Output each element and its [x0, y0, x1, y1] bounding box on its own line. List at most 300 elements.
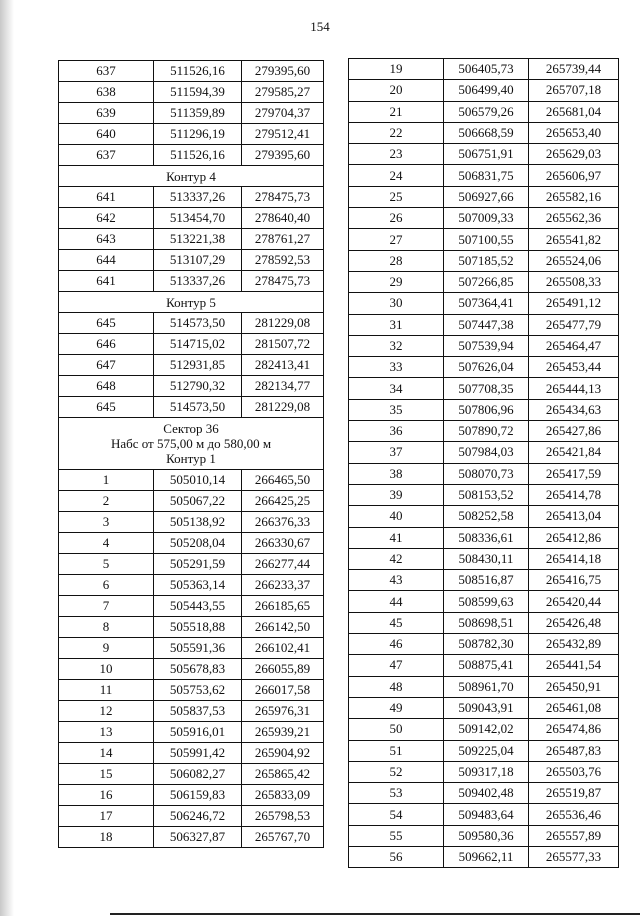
y-coordinate-cell: 265577,33: [529, 846, 619, 867]
point-number-cell: 24: [349, 165, 444, 186]
point-number-cell: 45: [349, 612, 444, 633]
coordinates-table-left: [58, 60, 324, 848]
scan-bottom-line: [110, 913, 640, 915]
table-row: [349, 591, 619, 612]
y-coordinate-cell: 265767,70: [242, 827, 324, 848]
point-number-cell: 38: [349, 463, 444, 484]
x-coordinate-cell: 505067,22: [154, 491, 242, 512]
contour-5-label: [59, 292, 324, 313]
y-coordinate-cell: 279512,41: [242, 124, 324, 145]
x-coordinate-cell: 511359,89: [154, 103, 242, 124]
point-number-cell: 41: [349, 527, 444, 548]
point-number-cell: 637: [59, 61, 154, 82]
table-row: [349, 655, 619, 676]
x-coordinate-cell: 509662,11: [444, 846, 529, 867]
y-coordinate-cell: 265434,63: [529, 399, 619, 420]
x-coordinate-cell: 507185,52: [444, 250, 529, 271]
y-coordinate-cell: 279704,37: [242, 103, 324, 124]
y-coordinate-cell: 282134,77: [242, 376, 324, 397]
x-coordinate-cell: 508153,52: [444, 484, 529, 505]
table-row: [59, 271, 324, 292]
table-row: [349, 740, 619, 761]
x-coordinate-cell: 508599,63: [444, 591, 529, 612]
table-row: [59, 533, 324, 554]
y-coordinate-cell: 278592,53: [242, 250, 324, 271]
y-coordinate-cell: 266376,33: [242, 512, 324, 533]
x-coordinate-cell: 506927,66: [444, 186, 529, 207]
point-number-cell: 8: [59, 617, 154, 638]
y-coordinate-cell: 265536,46: [529, 804, 619, 825]
table-row: [349, 314, 619, 335]
table-row: [349, 59, 619, 80]
table-row: [349, 293, 619, 314]
point-number-cell: 43: [349, 570, 444, 591]
point-number-cell: 26: [349, 208, 444, 229]
y-coordinate-cell: 265976,31: [242, 701, 324, 722]
y-coordinate-cell: 282413,41: [242, 355, 324, 376]
x-coordinate-cell: 505443,55: [154, 596, 242, 617]
x-coordinate-cell: 507364,41: [444, 293, 529, 314]
y-coordinate-cell: 281229,08: [242, 397, 324, 418]
x-coordinate-cell: 508698,51: [444, 612, 529, 633]
table-row: [59, 617, 324, 638]
table-row: [349, 208, 619, 229]
x-coordinate-cell: 506579,26: [444, 101, 529, 122]
point-number-cell: 3: [59, 512, 154, 533]
point-number-cell: 5: [59, 554, 154, 575]
table-row: [59, 229, 324, 250]
y-coordinate-cell: 265461,08: [529, 697, 619, 718]
y-coordinate-cell: 265606,97: [529, 165, 619, 186]
point-number-cell: 35: [349, 399, 444, 420]
y-coordinate-cell: 265420,44: [529, 591, 619, 612]
y-coordinate-cell: 279395,60: [242, 145, 324, 166]
y-coordinate-cell: 265582,16: [529, 186, 619, 207]
table-row: [59, 722, 324, 743]
y-coordinate-cell: 265503,76: [529, 761, 619, 782]
point-number-cell: 646: [59, 334, 154, 355]
point-number-cell: 50: [349, 719, 444, 740]
y-coordinate-cell: 265412,86: [529, 527, 619, 548]
table-row: [349, 846, 619, 867]
table-row: [59, 145, 324, 166]
sector-36-heading-line: Контур 1: [166, 451, 216, 466]
y-coordinate-cell: 266277,44: [242, 554, 324, 575]
table-row: [349, 442, 619, 463]
y-coordinate-cell: 265508,33: [529, 271, 619, 292]
x-coordinate-cell: 506831,75: [444, 165, 529, 186]
x-coordinate-cell: 513337,26: [154, 187, 242, 208]
y-coordinate-cell: 266465,50: [242, 470, 324, 491]
table-row: [59, 376, 324, 397]
table-row: [349, 506, 619, 527]
point-number-cell: 28: [349, 250, 444, 271]
x-coordinate-cell: 505837,53: [154, 701, 242, 722]
point-number-cell: 644: [59, 250, 154, 271]
point-number-cell: 17: [59, 806, 154, 827]
y-coordinate-cell: 265477,79: [529, 314, 619, 335]
x-coordinate-cell: 509402,48: [444, 783, 529, 804]
x-coordinate-cell: 508875,41: [444, 655, 529, 676]
y-coordinate-cell: 266330,67: [242, 533, 324, 554]
point-number-cell: 647: [59, 355, 154, 376]
table-row: [349, 229, 619, 250]
table-row: [59, 82, 324, 103]
y-coordinate-cell: 266142,50: [242, 617, 324, 638]
x-coordinate-cell: 505291,59: [154, 554, 242, 575]
table-row: [349, 463, 619, 484]
coordinates-table-right: [348, 58, 619, 868]
point-number-cell: 14: [59, 743, 154, 764]
point-number-cell: 55: [349, 825, 444, 846]
x-coordinate-cell: 511296,19: [154, 124, 242, 145]
x-coordinate-cell: 505010,14: [154, 470, 242, 491]
table-row: [349, 271, 619, 292]
y-coordinate-cell: 265707,18: [529, 80, 619, 101]
table-row: [349, 548, 619, 569]
x-coordinate-cell: 508961,70: [444, 676, 529, 697]
x-coordinate-cell: 508430,11: [444, 548, 529, 569]
table-row: [59, 250, 324, 271]
table-row: [349, 612, 619, 633]
point-number-cell: 44: [349, 591, 444, 612]
y-coordinate-cell: 266055,89: [242, 659, 324, 680]
table-row: [59, 397, 324, 418]
x-coordinate-cell: 513221,38: [154, 229, 242, 250]
point-number-cell: 31: [349, 314, 444, 335]
table-row: [349, 697, 619, 718]
point-number-cell: 23: [349, 144, 444, 165]
table-row: [59, 764, 324, 785]
table-row: [59, 554, 324, 575]
y-coordinate-cell: 278475,73: [242, 187, 324, 208]
x-coordinate-cell: 505991,42: [154, 743, 242, 764]
table-row: [349, 719, 619, 740]
x-coordinate-cell: 509483,64: [444, 804, 529, 825]
x-coordinate-cell: 508252,58: [444, 506, 529, 527]
x-coordinate-cell: 508336,61: [444, 527, 529, 548]
table-row: [59, 512, 324, 533]
y-coordinate-cell: 278761,27: [242, 229, 324, 250]
table-row: [59, 743, 324, 764]
contour-5-label-line: Контур 5: [166, 294, 216, 310]
point-number-cell: 21: [349, 101, 444, 122]
point-number-cell: 47: [349, 655, 444, 676]
point-number-cell: 642: [59, 208, 154, 229]
y-coordinate-cell: 281507,72: [242, 334, 324, 355]
x-coordinate-cell: 506246,72: [154, 806, 242, 827]
x-coordinate-cell: 505208,04: [154, 533, 242, 554]
y-coordinate-cell: 266425,25: [242, 491, 324, 512]
table-row: [349, 484, 619, 505]
table-row: [59, 575, 324, 596]
table-row: [349, 250, 619, 271]
scan-edge-shadow: [0, 0, 14, 916]
page-number: 154: [310, 19, 330, 34]
y-coordinate-cell: 265417,59: [529, 463, 619, 484]
x-coordinate-cell: 507009,33: [444, 208, 529, 229]
point-number-cell: 49: [349, 697, 444, 718]
x-coordinate-cell: 508070,73: [444, 463, 529, 484]
point-number-cell: 18: [59, 827, 154, 848]
y-coordinate-cell: 281229,08: [242, 313, 324, 334]
y-coordinate-cell: 266102,41: [242, 638, 324, 659]
y-coordinate-cell: 265414,18: [529, 548, 619, 569]
point-number-cell: 36: [349, 421, 444, 442]
y-coordinate-cell: 265432,89: [529, 634, 619, 655]
table-row: [349, 165, 619, 186]
point-number-cell: 641: [59, 271, 154, 292]
x-coordinate-cell: 506327,87: [154, 827, 242, 848]
y-coordinate-cell: 278640,40: [242, 208, 324, 229]
point-number-cell: 30: [349, 293, 444, 314]
x-coordinate-cell: 506668,59: [444, 122, 529, 143]
x-coordinate-cell: 507100,55: [444, 229, 529, 250]
y-coordinate-cell: 265414,78: [529, 484, 619, 505]
point-number-cell: 638: [59, 82, 154, 103]
y-coordinate-cell: 266017,58: [242, 680, 324, 701]
table-row: [349, 634, 619, 655]
point-number-cell: 19: [349, 59, 444, 80]
x-coordinate-cell: 514573,50: [154, 397, 242, 418]
point-number-cell: 637: [59, 145, 154, 166]
table-row: [349, 101, 619, 122]
y-coordinate-cell: 279585,27: [242, 82, 324, 103]
point-number-cell: 4: [59, 533, 154, 554]
x-coordinate-cell: 505591,36: [154, 638, 242, 659]
point-number-cell: 25: [349, 186, 444, 207]
point-number-cell: 34: [349, 378, 444, 399]
point-number-cell: 11: [59, 680, 154, 701]
x-coordinate-cell: 507984,03: [444, 442, 529, 463]
point-number-cell: 6: [59, 575, 154, 596]
y-coordinate-cell: 265865,42: [242, 764, 324, 785]
table-row: [59, 638, 324, 659]
point-number-cell: 2: [59, 491, 154, 512]
point-number-cell: 16: [59, 785, 154, 806]
point-number-cell: 15: [59, 764, 154, 785]
point-number-cell: 640: [59, 124, 154, 145]
point-number-cell: 42: [349, 548, 444, 569]
x-coordinate-cell: 508516,87: [444, 570, 529, 591]
table-row: [59, 334, 324, 355]
x-coordinate-cell: 512931,85: [154, 355, 242, 376]
point-number-cell: 40: [349, 506, 444, 527]
table-row: [59, 313, 324, 334]
x-coordinate-cell: 509317,18: [444, 761, 529, 782]
table-row: [349, 676, 619, 697]
table-row: [349, 570, 619, 591]
contour-4-label-row: [59, 166, 324, 187]
point-number-cell: 1: [59, 470, 154, 491]
x-coordinate-cell: 507806,96: [444, 399, 529, 420]
x-coordinate-cell: 507626,04: [444, 357, 529, 378]
x-coordinate-cell: 512790,32: [154, 376, 242, 397]
y-coordinate-cell: 265681,04: [529, 101, 619, 122]
y-coordinate-cell: 278475,73: [242, 271, 324, 292]
table-row: [349, 144, 619, 165]
y-coordinate-cell: 265739,44: [529, 59, 619, 80]
table-row: [59, 680, 324, 701]
y-coordinate-cell: 265629,03: [529, 144, 619, 165]
point-number-cell: 32: [349, 335, 444, 356]
point-number-cell: 12: [59, 701, 154, 722]
point-number-cell: 20: [349, 80, 444, 101]
x-coordinate-cell: 511526,16: [154, 61, 242, 82]
y-coordinate-cell: 265450,91: [529, 676, 619, 697]
table-row: [59, 124, 324, 145]
y-coordinate-cell: 265416,75: [529, 570, 619, 591]
table-row: [59, 61, 324, 82]
table-row: [59, 187, 324, 208]
y-coordinate-cell: 265421,84: [529, 442, 619, 463]
table-row: [349, 335, 619, 356]
point-number-cell: 13: [59, 722, 154, 743]
table-row: [59, 785, 324, 806]
table-row: [349, 804, 619, 825]
y-coordinate-cell: 265413,04: [529, 506, 619, 527]
y-coordinate-cell: 265464,47: [529, 335, 619, 356]
point-number-cell: 39: [349, 484, 444, 505]
x-coordinate-cell: 505916,01: [154, 722, 242, 743]
table-row: [59, 659, 324, 680]
y-coordinate-cell: 265427,86: [529, 421, 619, 442]
y-coordinate-cell: 265562,36: [529, 208, 619, 229]
point-number-cell: 51: [349, 740, 444, 761]
point-number-cell: 53: [349, 783, 444, 804]
table-row: [59, 470, 324, 491]
table-row: [59, 208, 324, 229]
contour-4-label: [59, 166, 324, 187]
x-coordinate-cell: 513337,26: [154, 271, 242, 292]
x-coordinate-cell: 506499,40: [444, 80, 529, 101]
table-row: [349, 783, 619, 804]
x-coordinate-cell: 507890,72: [444, 421, 529, 442]
x-coordinate-cell: 507266,85: [444, 271, 529, 292]
table-row: [59, 491, 324, 512]
y-coordinate-cell: 265519,87: [529, 783, 619, 804]
point-number-cell: 645: [59, 397, 154, 418]
point-number-cell: 56: [349, 846, 444, 867]
x-coordinate-cell: 506751,91: [444, 144, 529, 165]
point-number-cell: 641: [59, 187, 154, 208]
y-coordinate-cell: 265557,89: [529, 825, 619, 846]
point-number-cell: 639: [59, 103, 154, 124]
y-coordinate-cell: 265904,92: [242, 743, 324, 764]
point-number-cell: 54: [349, 804, 444, 825]
x-coordinate-cell: 509225,04: [444, 740, 529, 761]
x-coordinate-cell: 505138,92: [154, 512, 242, 533]
table-row: [59, 827, 324, 848]
table-row: [349, 825, 619, 846]
x-coordinate-cell: 505678,83: [154, 659, 242, 680]
point-number-cell: 33: [349, 357, 444, 378]
table-row: [349, 357, 619, 378]
table-row: [349, 399, 619, 420]
point-number-cell: 9: [59, 638, 154, 659]
y-coordinate-cell: 279395,60: [242, 61, 324, 82]
y-coordinate-cell: 265441,54: [529, 655, 619, 676]
table-row: [59, 806, 324, 827]
x-coordinate-cell: 507708,35: [444, 378, 529, 399]
table-row: [349, 378, 619, 399]
y-coordinate-cell: 265653,40: [529, 122, 619, 143]
table-row: [349, 761, 619, 782]
table-row: [349, 421, 619, 442]
table-row: [59, 596, 324, 617]
point-number-cell: 645: [59, 313, 154, 334]
y-coordinate-cell: 265487,83: [529, 740, 619, 761]
point-number-cell: 48: [349, 676, 444, 697]
point-number-cell: 29: [349, 271, 444, 292]
x-coordinate-cell: 511526,16: [154, 145, 242, 166]
table-row: [349, 186, 619, 207]
x-coordinate-cell: 509580,36: [444, 825, 529, 846]
x-coordinate-cell: 505753,62: [154, 680, 242, 701]
x-coordinate-cell: 506082,27: [154, 764, 242, 785]
sector-36-heading-line: Набс от 575,00 м до 580,00 м: [110, 436, 272, 451]
y-coordinate-cell: 265474,86: [529, 719, 619, 740]
y-coordinate-cell: 265524,06: [529, 250, 619, 271]
table-row: [59, 103, 324, 124]
point-number-cell: 10: [59, 659, 154, 680]
table-row: [349, 527, 619, 548]
table-row: [349, 122, 619, 143]
x-coordinate-cell: 508782,30: [444, 634, 529, 655]
point-number-cell: 7: [59, 596, 154, 617]
y-coordinate-cell: 265798,53: [242, 806, 324, 827]
point-number-cell: 22: [349, 122, 444, 143]
x-coordinate-cell: 514715,02: [154, 334, 242, 355]
point-number-cell: 52: [349, 761, 444, 782]
x-coordinate-cell: 507447,38: [444, 314, 529, 335]
x-coordinate-cell: 506159,83: [154, 785, 242, 806]
y-coordinate-cell: 265444,13: [529, 378, 619, 399]
x-coordinate-cell: 514573,50: [154, 313, 242, 334]
y-coordinate-cell: 265453,44: [529, 357, 619, 378]
table-row: [59, 701, 324, 722]
contour-4-label-line: Контур 4: [166, 168, 216, 184]
x-coordinate-cell: 513107,29: [154, 250, 242, 271]
table-row: [349, 80, 619, 101]
y-coordinate-cell: 265491,12: [529, 293, 619, 314]
contour-5-label-row: [59, 292, 324, 313]
sector-36-heading-row: [59, 418, 324, 470]
x-coordinate-cell: 505363,14: [154, 575, 242, 596]
y-coordinate-cell: 266185,65: [242, 596, 324, 617]
x-coordinate-cell: 509043,91: [444, 697, 529, 718]
y-coordinate-cell: 265939,21: [242, 722, 324, 743]
x-coordinate-cell: 513454,70: [154, 208, 242, 229]
x-coordinate-cell: 507539,94: [444, 335, 529, 356]
point-number-cell: 648: [59, 376, 154, 397]
y-coordinate-cell: 266233,37: [242, 575, 324, 596]
table-row: [59, 355, 324, 376]
point-number-cell: 27: [349, 229, 444, 250]
sector-36-heading-line: Сектор 36: [163, 421, 219, 436]
x-coordinate-cell: 509142,02: [444, 719, 529, 740]
x-coordinate-cell: 505518,88: [154, 617, 242, 638]
y-coordinate-cell: 265541,82: [529, 229, 619, 250]
point-number-cell: 37: [349, 442, 444, 463]
sector-36-heading: [59, 418, 324, 470]
point-number-cell: 46: [349, 634, 444, 655]
x-coordinate-cell: 506405,73: [444, 59, 529, 80]
x-coordinate-cell: 511594,39: [154, 82, 242, 103]
point-number-cell: 643: [59, 229, 154, 250]
y-coordinate-cell: 265426,48: [529, 612, 619, 633]
y-coordinate-cell: 265833,09: [242, 785, 324, 806]
